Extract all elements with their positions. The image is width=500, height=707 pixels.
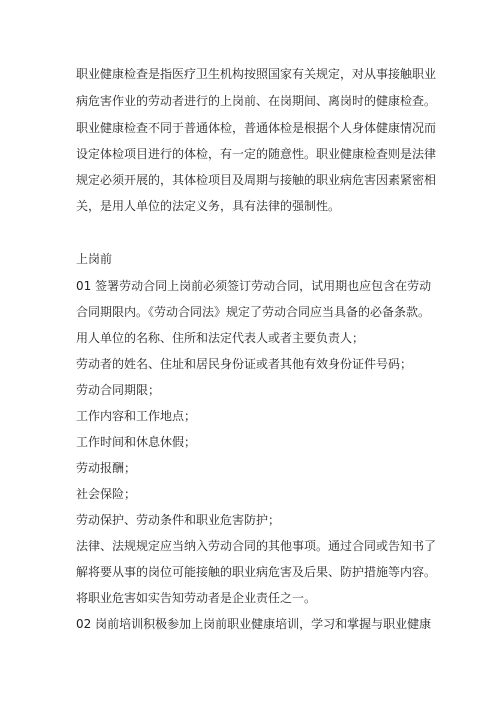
intro-line: 设定体检项目进行的体检，有一定的随意性。职业健康检查则是法律 [76,147,437,161]
section-heading: 上岗前 [76,252,113,266]
intro-line: 职业健康检查不同于普通体检，普通体检是根据个人身体健康情况而 [76,121,437,135]
body-line: 社会保险； [76,487,137,501]
body-line: 工作内容和工作地点； [76,409,197,423]
intro-line: 关，是用人单位的法定义务，具有法律的强制性。 [76,199,341,213]
body-line: 法律、法规规定应当纳入劳动合同的其他事项。通过合同或告知书了 [76,539,437,553]
body-line: 劳动保护、劳动条件和职业危害防护； [76,513,281,527]
intro-line: 规定必须开展的，其体检项目及周期与接触的职业病危害因素紧密相 [76,173,437,187]
intro-line: 病危害作业的劳动者进行的上岗前、在岗期间、离岗时的健康检查。 [76,94,437,108]
body-line: 劳动报酬； [76,461,137,475]
intro-line: 职业健康检查是指医疗卫生机构按照国家有关规定，对从事接触职业 [76,67,437,81]
body-line: 劳动者的姓名、住址和居民身份证或者其他有效身份证件号码； [76,357,413,371]
body-line: 将职业危害如实告知劳动者是企业责任之一。 [76,591,317,605]
body-line: 用人单位的名称、住所和法定代表人或者主要负责人； [76,331,365,345]
body-line: 解将要从事的岗位可能接触的职业病危害及后果、防护措施等内容。 [76,565,437,579]
body-line: 合同期限内。《劳动合同法》规定了劳动合同应当具备的必备条款。 [76,305,431,319]
body-line: 01 签署劳动合同上岗前必须签订劳动合同，试用期也应包含在劳动 [76,279,432,293]
body-line: 02 岗前培训积极参加上岗前职业健康培训，学习和掌握与职业健康 [76,617,432,631]
body-line: 工作时间和休息休假； [76,435,197,449]
body-line: 劳动合同期限； [76,383,161,397]
